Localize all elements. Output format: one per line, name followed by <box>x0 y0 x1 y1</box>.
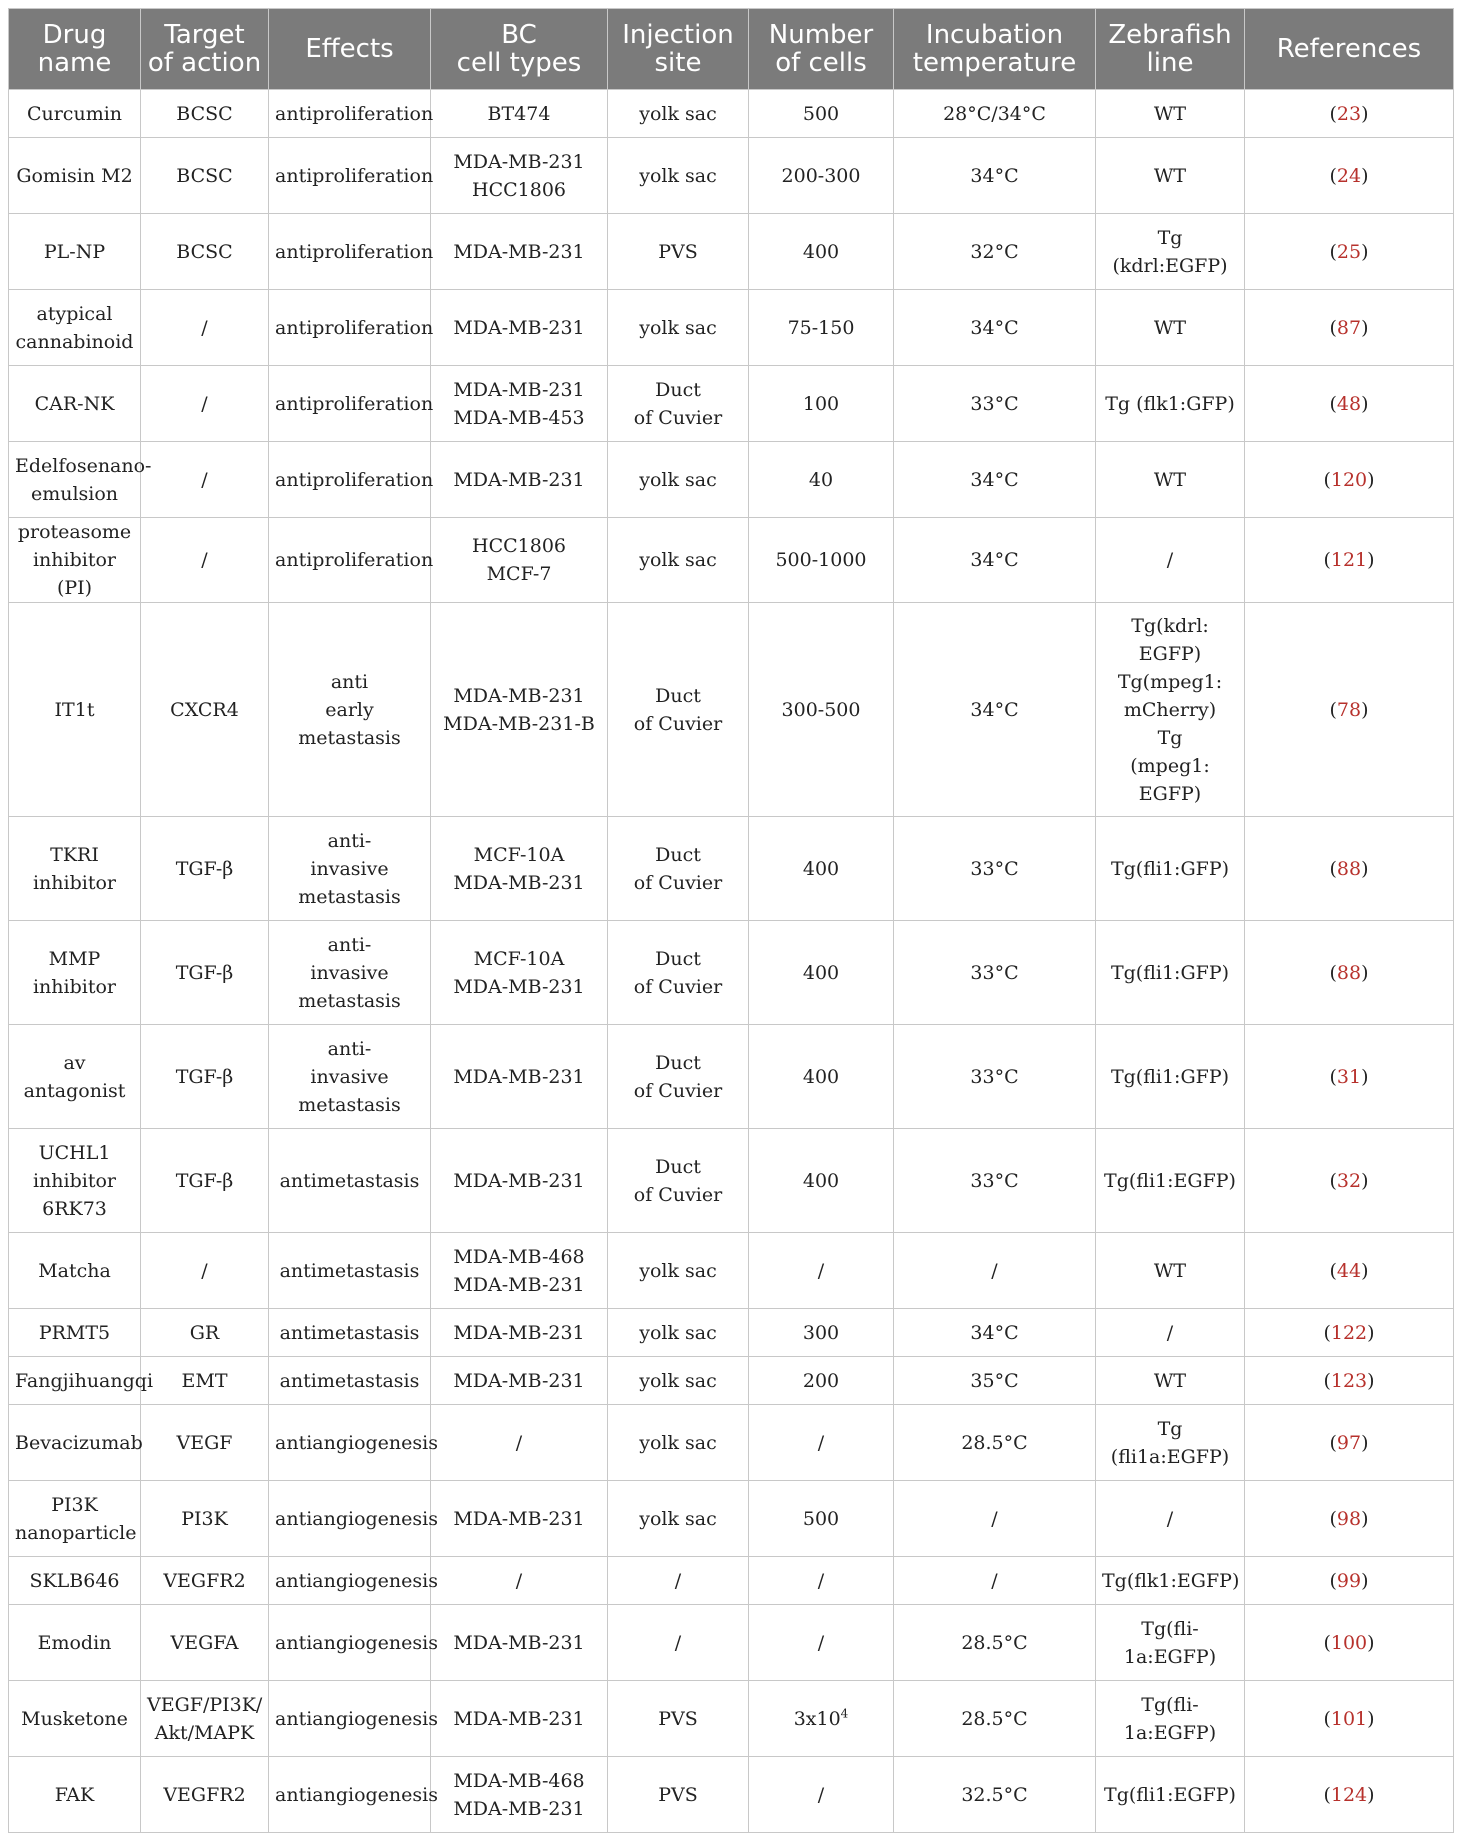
target-cell: / <box>141 366 269 442</box>
cell-types-cell: MCF-10A MDA-MB-231 <box>431 921 608 1025</box>
zebrafish-line-cell: Tg (flk1:GFP) <box>1096 366 1245 442</box>
header-row <box>9 9 1454 90</box>
reference-link[interactable]: 88 <box>1336 961 1362 984</box>
table-row <box>9 1025 1454 1129</box>
target-cell: / <box>141 442 269 518</box>
injection-site-cell: yolk sac <box>608 1405 749 1481</box>
effects-cell: anti- invasive metastasis <box>269 817 431 921</box>
cell-types-cell: MDA-MB-231 MDA-MB-231-B <box>431 603 608 817</box>
drug-name-cell: Musketone <box>9 1681 141 1757</box>
target-cell: PI3K <box>141 1481 269 1557</box>
number-of-cells-cell: 400 <box>749 214 894 290</box>
number-of-cells-cell: 200-300 <box>749 138 894 214</box>
target-cell: BCSC <box>141 90 269 138</box>
incubation-temp-cell: 28°C/34°C <box>894 90 1096 138</box>
cell-types-cell: MDA-MB-231 <box>431 290 608 366</box>
table-row <box>9 1309 1454 1357</box>
number-of-cells-cell: 40 <box>749 442 894 518</box>
reference-link[interactable]: 123 <box>1330 1369 1368 1392</box>
drug-name-cell: Edelfosenano- emulsion <box>9 442 141 518</box>
reference-cell: (48) <box>1245 366 1454 442</box>
reference-link[interactable]: 100 <box>1330 1631 1368 1654</box>
target-cell: CXCR4 <box>141 603 269 817</box>
reference-cell: (88) <box>1245 921 1454 1025</box>
injection-site-cell: yolk sac <box>608 90 749 138</box>
target-cell: VEGFR2 <box>141 1757 269 1833</box>
drug-name-cell: proteasome inhibitor (PI) <box>9 518 141 603</box>
incubation-temp-cell: / <box>894 1557 1096 1605</box>
header-injection-site: Injection site <box>608 9 749 90</box>
zebrafish-line-cell: Tg(fli1:EGFP) <box>1096 1129 1245 1233</box>
reference-link[interactable]: 97 <box>1336 1431 1362 1454</box>
target-cell: BCSC <box>141 138 269 214</box>
injection-site-cell: yolk sac <box>608 290 749 366</box>
effects-cell: antimetastasis <box>269 1233 431 1309</box>
number-of-cells-cell: 100 <box>749 366 894 442</box>
zebrafish-line-cell: Tg(fli1:GFP) <box>1096 817 1245 921</box>
injection-site-cell: yolk sac <box>608 518 749 603</box>
table-row <box>9 1357 1454 1405</box>
number-of-cells-cell: 300 <box>749 1309 894 1357</box>
cell-types-cell: MDA-MB-468 MDA-MB-231 <box>431 1757 608 1833</box>
number-of-cells-cell: 500 <box>749 90 894 138</box>
cell-types-cell: MDA-MB-231 <box>431 1357 608 1405</box>
effects-cell: anti early metastasis <box>269 603 431 817</box>
number-of-cells-cell: / <box>749 1757 894 1833</box>
effects-cell: antiangiogenesis <box>269 1605 431 1681</box>
reference-link[interactable]: 124 <box>1330 1783 1368 1806</box>
reference-link[interactable]: 48 <box>1336 392 1362 415</box>
target-cell: / <box>141 1233 269 1309</box>
injection-site-cell: / <box>608 1605 749 1681</box>
table-row <box>9 214 1454 290</box>
zebrafish-line-cell: WT <box>1096 290 1245 366</box>
cell-types-cell: MDA-MB-231 MDA-MB-453 <box>431 366 608 442</box>
zebrafish-line-cell: WT <box>1096 442 1245 518</box>
reference-link[interactable]: 78 <box>1336 698 1362 721</box>
zebrafish-line-cell: Tg (kdrl:EGFP) <box>1096 214 1245 290</box>
drug-name-cell: av antagonist <box>9 1025 141 1129</box>
effects-cell: antiproliferation <box>269 290 431 366</box>
table-body <box>9 90 1454 1833</box>
number-exponent: 4 <box>840 1706 849 1721</box>
table-row <box>9 1405 1454 1481</box>
cell-types-cell: MDA-MB-231 <box>431 1681 608 1757</box>
incubation-temp-cell: 34°C <box>894 603 1096 817</box>
header-drug-name: Drug name <box>9 9 141 90</box>
number-of-cells-cell: 400 <box>749 1129 894 1233</box>
drug-name-cell: Matcha <box>9 1233 141 1309</box>
reference-cell: (31) <box>1245 1025 1454 1129</box>
drug-name-cell: Emodin <box>9 1605 141 1681</box>
effects-cell: antiangiogenesis <box>269 1557 431 1605</box>
incubation-temp-cell: 33°C <box>894 921 1096 1025</box>
injection-site-cell: yolk sac <box>608 1357 749 1405</box>
target-cell: / <box>141 518 269 603</box>
drug-name-cell: atypical cannabinoid <box>9 290 141 366</box>
target-cell: BCSC <box>141 214 269 290</box>
reference-link[interactable]: 32 <box>1336 1169 1362 1192</box>
zebrafish-line-cell: WT <box>1096 138 1245 214</box>
number-of-cells-cell: 400 <box>749 921 894 1025</box>
number-of-cells-cell: / <box>749 1233 894 1309</box>
cell-types-cell: / <box>431 1557 608 1605</box>
effects-cell: antiproliferation <box>269 138 431 214</box>
incubation-temp-cell: 32°C <box>894 214 1096 290</box>
injection-site-cell: PVS <box>608 214 749 290</box>
reference-cell: (99) <box>1245 1557 1454 1605</box>
reference-cell: (101) <box>1245 1681 1454 1757</box>
number-of-cells-cell <box>749 1681 894 1757</box>
effects-cell: antimetastasis <box>269 1309 431 1357</box>
effects-cell: antiangiogenesis <box>269 1757 431 1833</box>
zebrafish-line-cell: WT <box>1096 1233 1245 1309</box>
injection-site-cell: yolk sac <box>608 1481 749 1557</box>
reference-cell: (88) <box>1245 817 1454 921</box>
zebrafish-line-cell: Tg(kdrl: EGFP) Tg(mpeg1: mCherry) Tg (mpeg1: EGFP) <box>1096 603 1245 817</box>
effects-cell: antimetastasis <box>269 1357 431 1405</box>
incubation-temp-cell: 33°C <box>894 1025 1096 1129</box>
incubation-temp-cell: 33°C <box>894 366 1096 442</box>
reference-cell: (97) <box>1245 1405 1454 1481</box>
drug-name-cell: FAK <box>9 1757 141 1833</box>
zebrafish-line-cell: Tg(fli1:GFP) <box>1096 1025 1245 1129</box>
table-row <box>9 442 1454 518</box>
cell-types-cell: MDA-MB-468 MDA-MB-231 <box>431 1233 608 1309</box>
table-row <box>9 138 1454 214</box>
reference-cell: (78) <box>1245 603 1454 817</box>
table-row <box>9 1129 1454 1233</box>
table-row <box>9 603 1454 817</box>
table-row <box>9 817 1454 921</box>
incubation-temp-cell: / <box>894 1481 1096 1557</box>
cell-types-cell: / <box>431 1405 608 1481</box>
target-cell: VEGFA <box>141 1605 269 1681</box>
cell-types-cell: MCF-10A MDA-MB-231 <box>431 817 608 921</box>
table-row <box>9 90 1454 138</box>
effects-cell: anti- invasive metastasis <box>269 1025 431 1129</box>
target-cell: TGF-β <box>141 817 269 921</box>
number-of-cells-cell: 500-1000 <box>749 518 894 603</box>
reference-cell: (32) <box>1245 1129 1454 1233</box>
incubation-temp-cell: 33°C <box>894 1129 1096 1233</box>
injection-site-cell: PVS <box>608 1681 749 1757</box>
injection-site-cell: yolk sac <box>608 1233 749 1309</box>
drug-name-cell: PRMT5 <box>9 1309 141 1357</box>
number-of-cells-cell: 75-150 <box>749 290 894 366</box>
effects-cell: antiproliferation <box>269 214 431 290</box>
number-of-cells-cell: 400 <box>749 1025 894 1129</box>
effects-cell: antiproliferation <box>269 442 431 518</box>
table-row <box>9 1605 1454 1681</box>
drug-name-cell: Gomisin M2 <box>9 138 141 214</box>
zebrafish-line-cell: WT <box>1096 90 1245 138</box>
cell-types-cell: MDA-MB-231 HCC1806 <box>431 138 608 214</box>
reference-cell: (100) <box>1245 1605 1454 1681</box>
number-of-cells-cell: 400 <box>749 817 894 921</box>
number-base: 3x10 <box>793 1707 841 1730</box>
reference-cell: (121) <box>1245 518 1454 603</box>
zebrafish-line-cell: Tg(fli1:EGFP) <box>1096 1757 1245 1833</box>
number-of-cells-cell: 500 <box>749 1481 894 1557</box>
reference-cell: (25) <box>1245 214 1454 290</box>
reference-link[interactable]: 88 <box>1336 857 1362 880</box>
drug-name-cell: SKLB646 <box>9 1557 141 1605</box>
incubation-temp-cell: 34°C <box>894 518 1096 603</box>
effects-cell: antimetastasis <box>269 1129 431 1233</box>
injection-site-cell: Duct of Cuvier <box>608 817 749 921</box>
reference-link[interactable]: 120 <box>1330 468 1368 491</box>
reference-link[interactable]: 31 <box>1336 1065 1362 1088</box>
number-of-cells-cell: / <box>749 1605 894 1681</box>
incubation-temp-cell: 28.5°C <box>894 1405 1096 1481</box>
table-row <box>9 366 1454 442</box>
injection-site-cell: yolk sac <box>608 138 749 214</box>
incubation-temp-cell: 34°C <box>894 1309 1096 1357</box>
reference-link[interactable]: 25 <box>1336 240 1362 263</box>
drug-table <box>8 8 1454 1833</box>
target-cell: TGF-β <box>141 1025 269 1129</box>
drug-name-cell: UCHL1 inhibitor 6RK73 <box>9 1129 141 1233</box>
drug-name-cell: CAR-NK <box>9 366 141 442</box>
injection-site-cell: yolk sac <box>608 1309 749 1357</box>
number-of-cells-cell: 300-500 <box>749 603 894 817</box>
effects-cell: antiangiogenesis <box>269 1481 431 1557</box>
target-cell: GR <box>141 1309 269 1357</box>
zebrafish-line-cell: WT <box>1096 1357 1245 1405</box>
zebrafish-line-cell: Tg (fli1a:EGFP) <box>1096 1405 1245 1481</box>
cell-types-cell: HCC1806 MCF-7 <box>431 518 608 603</box>
reference-cell: (87) <box>1245 290 1454 366</box>
incubation-temp-cell: 28.5°C <box>894 1681 1096 1757</box>
drug-name-cell: TKRI inhibitor <box>9 817 141 921</box>
table-row <box>9 1757 1454 1833</box>
effects-cell: antiangiogenesis <box>269 1681 431 1757</box>
cell-types-cell: MDA-MB-231 <box>431 1481 608 1557</box>
drug-name-cell: Curcumin <box>9 90 141 138</box>
cell-types-cell: MDA-MB-231 <box>431 1605 608 1681</box>
header-target: Target of action <box>141 9 269 90</box>
injection-site-cell: PVS <box>608 1757 749 1833</box>
cell-types-cell: MDA-MB-231 <box>431 442 608 518</box>
incubation-temp-cell: 34°C <box>894 290 1096 366</box>
incubation-temp-cell: 35°C <box>894 1357 1096 1405</box>
zebrafish-line-cell: Tg(fli- 1a:EGFP) <box>1096 1681 1245 1757</box>
table-row <box>9 290 1454 366</box>
header-incubation-temperature: Incubation temperature <box>894 9 1096 90</box>
reference-cell: (98) <box>1245 1481 1454 1557</box>
effects-cell: antiangiogenesis <box>269 1405 431 1481</box>
header-references: References <box>1245 9 1454 90</box>
number-of-cells-cell: 200 <box>749 1357 894 1405</box>
effects-cell: antiproliferation <box>269 518 431 603</box>
reference-link[interactable]: 87 <box>1336 316 1362 339</box>
incubation-temp-cell: 34°C <box>894 138 1096 214</box>
target-cell: / <box>141 290 269 366</box>
effects-cell: antiproliferation <box>269 90 431 138</box>
reference-link[interactable]: 122 <box>1330 1321 1368 1344</box>
cell-types-cell: MDA-MB-231 <box>431 214 608 290</box>
drug-name-cell: MMP inhibitor <box>9 921 141 1025</box>
zebrafish-line-cell: Tg(fli- 1a:EGFP) <box>1096 1605 1245 1681</box>
zebrafish-line-cell: Tg(fli1:GFP) <box>1096 921 1245 1025</box>
header-effects: Effects <box>269 9 431 90</box>
target-cell: TGF-β <box>141 1129 269 1233</box>
number-of-cells-cell: / <box>749 1557 894 1605</box>
target-cell: EMT <box>141 1357 269 1405</box>
incubation-temp-cell: 28.5°C <box>894 1605 1096 1681</box>
cell-types-cell: MDA-MB-231 <box>431 1309 608 1357</box>
reference-cell: (122) <box>1245 1309 1454 1357</box>
injection-site-cell: Duct of Cuvier <box>608 1129 749 1233</box>
reference-cell: (120) <box>1245 442 1454 518</box>
target-cell: TGF-β <box>141 921 269 1025</box>
drug-name-cell: PI3K nanoparticle <box>9 1481 141 1557</box>
reference-link[interactable]: 121 <box>1330 549 1368 571</box>
incubation-temp-cell: 34°C <box>894 442 1096 518</box>
zebrafish-line-cell: Tg(flk1:EGFP) <box>1096 1557 1245 1605</box>
zebrafish-line-cell: / <box>1096 518 1245 603</box>
reference-link[interactable]: 98 <box>1336 1507 1362 1530</box>
header-number-of-cells: Number of cells <box>749 9 894 90</box>
incubation-temp-cell: 32.5°C <box>894 1757 1096 1833</box>
number-of-cells-cell: / <box>749 1405 894 1481</box>
table-row <box>9 1233 1454 1309</box>
drug-name-cell: PL-NP <box>9 214 141 290</box>
cell-types-cell: BT474 <box>431 90 608 138</box>
table-row <box>9 1481 1454 1557</box>
injection-site-cell: Duct of Cuvier <box>608 921 749 1025</box>
effects-cell: anti- invasive metastasis <box>269 921 431 1025</box>
drug-name-cell: IT1t <box>9 603 141 817</box>
reference-link[interactable]: 24 <box>1336 164 1362 187</box>
reference-cell: (24) <box>1245 138 1454 214</box>
reference-link[interactable]: 101 <box>1330 1707 1368 1730</box>
incubation-temp-cell: 33°C <box>894 817 1096 921</box>
effects-cell: antiproliferation <box>269 366 431 442</box>
table-row <box>9 518 1454 603</box>
reference-link[interactable]: 99 <box>1336 1569 1362 1592</box>
injection-site-cell: yolk sac <box>608 442 749 518</box>
cell-types-cell: MDA-MB-231 <box>431 1025 608 1129</box>
cell-types-cell: MDA-MB-231 <box>431 1129 608 1233</box>
reference-cell: (123) <box>1245 1357 1454 1405</box>
injection-site-cell: Duct of Cuvier <box>608 366 749 442</box>
injection-site-cell: Duct of Cuvier <box>608 603 749 817</box>
incubation-temp-cell: / <box>894 1233 1096 1309</box>
reference-link[interactable]: 44 <box>1336 1259 1362 1282</box>
zebrafish-line-cell: / <box>1096 1309 1245 1357</box>
target-cell: VEGF <box>141 1405 269 1481</box>
reference-cell: (23) <box>1245 90 1454 138</box>
reference-cell: (124) <box>1245 1757 1454 1833</box>
zebrafish-line-cell: / <box>1096 1481 1245 1557</box>
reference-link[interactable]: 23 <box>1336 102 1362 125</box>
table-row <box>9 921 1454 1025</box>
injection-site-cell: Duct of Cuvier <box>608 1025 749 1129</box>
injection-site-cell: / <box>608 1557 749 1605</box>
header-zebrafish-line: Zebrafish line <box>1096 9 1245 90</box>
drug-name-cell: Fangjihuangqi <box>9 1357 141 1405</box>
target-cell: VEGFR2 <box>141 1557 269 1605</box>
drug-name-cell: Bevacizumab <box>9 1405 141 1481</box>
table-row <box>9 1681 1454 1757</box>
header-cell-types: BC cell types <box>431 9 608 90</box>
reference-cell: (44) <box>1245 1233 1454 1309</box>
target-cell: VEGF/PI3K/ Akt/MAPK <box>141 1681 269 1757</box>
table-row <box>9 1557 1454 1605</box>
